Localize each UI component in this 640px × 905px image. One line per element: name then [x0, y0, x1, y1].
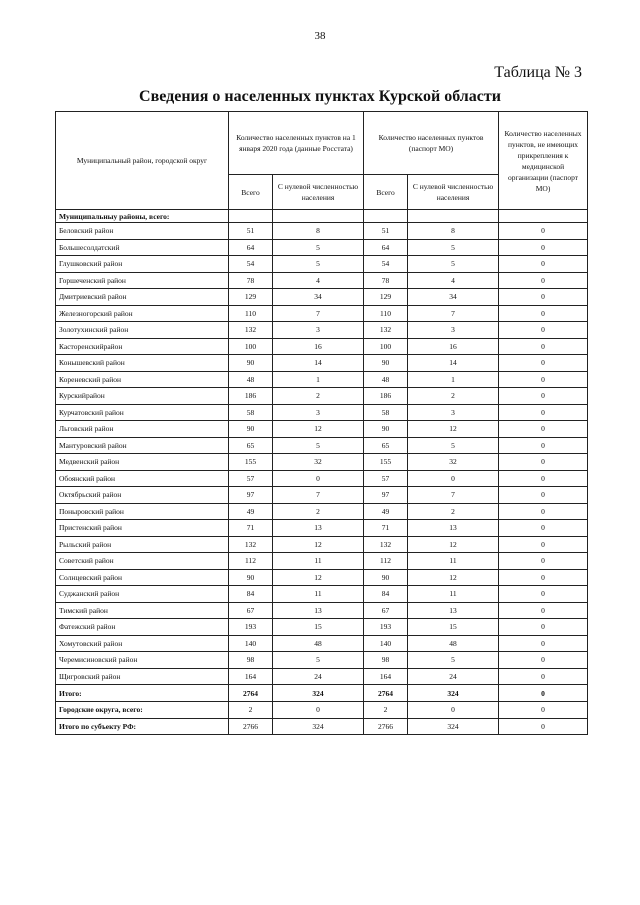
cell-p-zero: 7 [408, 305, 499, 322]
district-name: Черемисиновский район [56, 652, 229, 669]
cell-p-zero: 13 [408, 602, 499, 619]
cell-r-total: 71 [229, 520, 273, 537]
cell-no-med: 0 [499, 322, 588, 339]
cell-r-total: 58 [229, 404, 273, 421]
district-name: Суджанский район [56, 586, 229, 603]
cell-r-total: 164 [229, 668, 273, 685]
section-row [56, 210, 588, 223]
cell-no-med: 0 [499, 223, 588, 240]
cell-p-zero: 7 [408, 487, 499, 504]
table-row [56, 553, 588, 570]
cell-p-zero: 15 [408, 619, 499, 636]
header-district: Муниципальный район, городской округ [56, 112, 229, 210]
cell-r-total: 51 [229, 223, 273, 240]
cell-no-med: 0 [499, 536, 588, 553]
cell-no-med: 0 [499, 652, 588, 669]
cell-p-total: 2 [364, 702, 408, 719]
cell-r-zero: 5 [273, 437, 364, 454]
cell-r-zero: 32 [273, 454, 364, 471]
table-row [56, 322, 588, 339]
cell-no-med: 0 [499, 305, 588, 322]
settlements-table [55, 111, 588, 735]
cell-no-med: 0 [499, 256, 588, 273]
cell-p-total: 49 [364, 503, 408, 520]
cell-r-zero: 0 [273, 470, 364, 487]
cell-r-zero: 3 [273, 404, 364, 421]
cell-p-zero: 5 [408, 652, 499, 669]
district-name: Солнцевский район [56, 569, 229, 586]
table-row [56, 388, 588, 405]
cell-no-med: 0 [499, 586, 588, 603]
cell-r-total: 110 [229, 305, 273, 322]
district-name: Итого: [56, 685, 229, 702]
cell-p-total: 97 [364, 487, 408, 504]
table-row [56, 470, 588, 487]
cell-r-total: 65 [229, 437, 273, 454]
table-row [56, 272, 588, 289]
table-body [56, 210, 588, 735]
cell-p-zero: 34 [408, 289, 499, 306]
table-row [56, 668, 588, 685]
cell-p-total: 2766 [364, 718, 408, 735]
cell-r-total: 132 [229, 322, 273, 339]
district-name: Железногорский район [56, 305, 229, 322]
table-row [56, 305, 588, 322]
cell-no-med: 0 [499, 454, 588, 471]
table-row [56, 619, 588, 636]
cell-r-total: 64 [229, 239, 273, 256]
cell-p-zero: 16 [408, 338, 499, 355]
cell-p-total: 90 [364, 355, 408, 372]
cell-r-zero: 8 [273, 223, 364, 240]
district-name: Беловский район [56, 223, 229, 240]
district-name: Горшеченский район [56, 272, 229, 289]
district-name: Золотухинский район [56, 322, 229, 339]
cell-no-med: 0 [499, 289, 588, 306]
cell-p-zero: 32 [408, 454, 499, 471]
cell-p-total: 54 [364, 256, 408, 273]
cell-r-total: 67 [229, 602, 273, 619]
cell-r-total: 90 [229, 421, 273, 438]
cell-no-med: 0 [499, 685, 588, 702]
cell-r-total: 155 [229, 454, 273, 471]
table-row [56, 289, 588, 306]
cell-p-zero: 12 [408, 421, 499, 438]
cell-no-med: 0 [499, 718, 588, 735]
cell-p-total: 100 [364, 338, 408, 355]
cell-p-zero: 4 [408, 272, 499, 289]
cell-r-total: 90 [229, 569, 273, 586]
page-number: 38 [314, 30, 326, 42]
district-name: Обоянский район [56, 470, 229, 487]
cell-p-zero: 2 [408, 388, 499, 405]
district-name: Медвенский район [56, 454, 229, 471]
table-row [56, 371, 588, 388]
cell-no-med: 0 [499, 702, 588, 719]
table-row [56, 685, 588, 702]
table-row [56, 602, 588, 619]
cell-p-total: 90 [364, 569, 408, 586]
cell-r-total: 193 [229, 619, 273, 636]
cell-p-total: 67 [364, 602, 408, 619]
table-row [56, 239, 588, 256]
cell-p-total: 164 [364, 668, 408, 685]
district-name: Хомутовский район [56, 635, 229, 652]
cell-r-zero: 2 [273, 503, 364, 520]
cell-r-zero: 5 [273, 239, 364, 256]
cell-r-total: 84 [229, 586, 273, 603]
district-name: Мантуровский район [56, 437, 229, 454]
cell-p-total: 57 [364, 470, 408, 487]
cell-r-zero: 7 [273, 305, 364, 322]
cell-p-zero: 5 [408, 239, 499, 256]
table-row [56, 355, 588, 372]
cell-no-med: 0 [499, 388, 588, 405]
cell-p-zero: 12 [408, 569, 499, 586]
cell-p-total: 140 [364, 635, 408, 652]
cell-p-zero: 13 [408, 520, 499, 537]
cell-no-med: 0 [499, 239, 588, 256]
district-name: Городские округа, всего: [56, 702, 229, 719]
header-passport-zero: С нулевой численностью населения [408, 175, 499, 210]
district-name: Поныровский район [56, 503, 229, 520]
district-name: Дмитриевский район [56, 289, 229, 306]
cell-r-zero: 7 [273, 487, 364, 504]
cell-p-total: 132 [364, 322, 408, 339]
cell-r-zero: 324 [273, 685, 364, 702]
cell-r-zero: 13 [273, 602, 364, 619]
cell-p-total: 71 [364, 520, 408, 537]
header-rosstat-total: Всего [229, 175, 273, 210]
cell-r-zero: 12 [273, 569, 364, 586]
cell-r-total: 2766 [229, 718, 273, 735]
table-row [56, 421, 588, 438]
cell-r-zero: 15 [273, 619, 364, 636]
cell-p-zero: 0 [408, 470, 499, 487]
cell-p-zero: 8 [408, 223, 499, 240]
cell-no-med: 0 [499, 487, 588, 504]
cell-no-med: 0 [499, 437, 588, 454]
cell-r-zero: 5 [273, 652, 364, 669]
header-passport-total: Всего [364, 175, 408, 210]
district-name: Фатежский район [56, 619, 229, 636]
cell-p-zero: 1 [408, 371, 499, 388]
cell-no-med: 0 [499, 569, 588, 586]
header-no-med: Количество населенных пунктов, не имеющих прикрепления к медицинской организации (паспорт МО) [499, 112, 588, 210]
cell-p-total: 58 [364, 404, 408, 421]
cell-p-total: 84 [364, 586, 408, 603]
table-row [56, 569, 588, 586]
district-name: Советский район [56, 553, 229, 570]
cell-p-zero: 3 [408, 404, 499, 421]
table-label: Таблица № 3 [494, 64, 582, 81]
cell-no-med: 0 [499, 272, 588, 289]
cell-r-zero: 2 [273, 388, 364, 405]
cell-r-total: 112 [229, 553, 273, 570]
district-name: Курскийрайон [56, 388, 229, 405]
district-name: Пристенский район [56, 520, 229, 537]
cell-r-total: 2764 [229, 685, 273, 702]
table-row [56, 437, 588, 454]
cell-r-zero: 5 [273, 256, 364, 273]
table-row [56, 487, 588, 504]
cell-r-zero: 12 [273, 421, 364, 438]
cell-no-med: 0 [499, 520, 588, 537]
header-rosstat: Количество населенных пунктов на 1 января 2020 года (данные Росстата) [229, 112, 364, 175]
district-name: Кореневский район [56, 371, 229, 388]
cell-p-zero: 324 [408, 718, 499, 735]
cell-no-med: 0 [499, 470, 588, 487]
table-row [56, 586, 588, 603]
district-name: Курчатовский район [56, 404, 229, 421]
cell-no-med: 0 [499, 668, 588, 685]
cell-r-total: 90 [229, 355, 273, 372]
district-name: Тимский район [56, 602, 229, 619]
district-name: Глушковский район [56, 256, 229, 273]
cell-p-zero: 12 [408, 536, 499, 553]
cell-r-total: 78 [229, 272, 273, 289]
table-row [56, 223, 588, 240]
cell-r-zero: 34 [273, 289, 364, 306]
cell-r-zero: 11 [273, 553, 364, 570]
cell-r-zero: 4 [273, 272, 364, 289]
table-row [56, 718, 588, 735]
cell-r-total: 48 [229, 371, 273, 388]
header-rosstat-zero: С нулевой численностью населения [273, 175, 364, 210]
cell-p-zero: 48 [408, 635, 499, 652]
cell-p-zero: 11 [408, 586, 499, 603]
cell-p-total: 48 [364, 371, 408, 388]
district-name: Большесолдатский [56, 239, 229, 256]
cell-p-zero: 324 [408, 685, 499, 702]
cell-p-total: 98 [364, 652, 408, 669]
cell-p-total: 64 [364, 239, 408, 256]
cell-r-zero: 48 [273, 635, 364, 652]
district-name: Конышевский район [56, 355, 229, 372]
cell-p-zero: 5 [408, 256, 499, 273]
table-row [56, 338, 588, 355]
table-row [56, 503, 588, 520]
cell-r-zero: 3 [273, 322, 364, 339]
table-row [56, 520, 588, 537]
cell-no-med: 0 [499, 602, 588, 619]
cell-r-total: 98 [229, 652, 273, 669]
cell-r-zero: 12 [273, 536, 364, 553]
cell-no-med: 0 [499, 371, 588, 388]
cell-no-med: 0 [499, 635, 588, 652]
cell-p-total: 112 [364, 553, 408, 570]
document-title: Сведения о населенных пунктах Курской области [139, 88, 501, 105]
cell-r-total: 97 [229, 487, 273, 504]
district-name: Льговский район [56, 421, 229, 438]
cell-p-zero: 24 [408, 668, 499, 685]
cell-p-total: 132 [364, 536, 408, 553]
table-row [56, 256, 588, 273]
cell-r-zero: 11 [273, 586, 364, 603]
cell-p-total: 78 [364, 272, 408, 289]
district-name: Касторенскийрайон [56, 338, 229, 355]
cell-r-total: 129 [229, 289, 273, 306]
cell-r-total: 54 [229, 256, 273, 273]
cell-p-total: 51 [364, 223, 408, 240]
district-name: Итого по субъекту РФ: [56, 718, 229, 735]
cell-p-total: 155 [364, 454, 408, 471]
cell-r-zero: 24 [273, 668, 364, 685]
cell-p-zero: 3 [408, 322, 499, 339]
table-row [56, 454, 588, 471]
table-row [56, 404, 588, 421]
district-name: Щигровский район [56, 668, 229, 685]
cell-no-med: 0 [499, 421, 588, 438]
cell-r-total: 140 [229, 635, 273, 652]
cell-r-zero: 14 [273, 355, 364, 372]
cell-p-total: 129 [364, 289, 408, 306]
table-row [56, 536, 588, 553]
cell-p-total: 2764 [364, 685, 408, 702]
cell-p-total: 90 [364, 421, 408, 438]
cell-p-total: 110 [364, 305, 408, 322]
cell-r-total: 186 [229, 388, 273, 405]
cell-no-med: 0 [499, 553, 588, 570]
district-name: Октябрьский район [56, 487, 229, 504]
cell-r-total: 132 [229, 536, 273, 553]
cell-p-total: 186 [364, 388, 408, 405]
header-passport: Количество населенных пунктов (паспорт МО) [364, 112, 499, 175]
cell-p-zero: 2 [408, 503, 499, 520]
cell-r-zero: 324 [273, 718, 364, 735]
cell-no-med: 0 [499, 619, 588, 636]
cell-r-total: 49 [229, 503, 273, 520]
cell-r-total: 2 [229, 702, 273, 719]
cell-no-med: 0 [499, 355, 588, 372]
cell-p-zero: 11 [408, 553, 499, 570]
cell-p-zero: 14 [408, 355, 499, 372]
table-row [56, 702, 588, 719]
cell-no-med: 0 [499, 338, 588, 355]
cell-r-zero: 16 [273, 338, 364, 355]
cell-no-med: 0 [499, 404, 588, 421]
district-name: Рыльский район [56, 536, 229, 553]
cell-r-zero: 13 [273, 520, 364, 537]
cell-p-zero: 5 [408, 437, 499, 454]
cell-r-total: 57 [229, 470, 273, 487]
table-row [56, 652, 588, 669]
table-row [56, 635, 588, 652]
cell-r-zero: 1 [273, 371, 364, 388]
cell-p-total: 65 [364, 437, 408, 454]
cell-r-total: 100 [229, 338, 273, 355]
cell-p-zero: 0 [408, 702, 499, 719]
cell-r-zero: 0 [273, 702, 364, 719]
cell-no-med: 0 [499, 503, 588, 520]
section-label: Муниципальныу районы, всего: [56, 210, 229, 223]
cell-p-total: 193 [364, 619, 408, 636]
